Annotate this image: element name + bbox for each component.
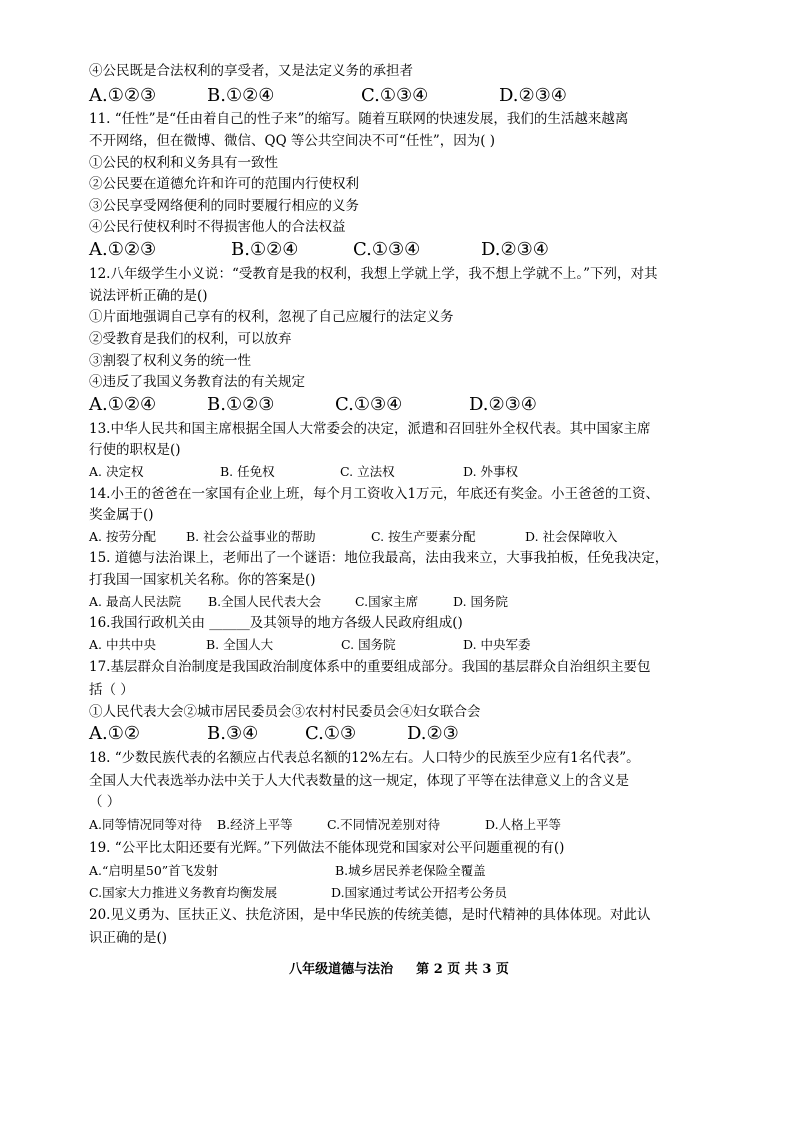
q11-option-b: B.①②④ bbox=[231, 239, 299, 260]
q14-option-d: D. 社会保障收入 bbox=[525, 529, 618, 544]
q16-option-a: A. 中共中央 bbox=[89, 637, 156, 652]
q16-option-d: D. 中央军委 bbox=[463, 637, 531, 652]
q13-stem-line2: 行使的职权是() bbox=[89, 442, 181, 458]
q14-option-c: C. 按生产要素分配 bbox=[371, 529, 476, 544]
q18-option-c: C.不同情况差别对待 bbox=[327, 817, 441, 832]
q17-option-a: A.①② bbox=[89, 723, 140, 744]
q12-stem-line2: 说法评析正确的是() bbox=[89, 288, 208, 304]
q11-option-d: D.②③④ bbox=[481, 239, 549, 260]
q10-item-4: ④公民既是合法权利的享受者，又是法定义务的承担者 bbox=[89, 63, 413, 79]
q13-stem-line1: 13.中华人民共和国主席根据全国人大常委会的决定，派遣和召回驻外全权代表。其中国家主席 bbox=[89, 421, 651, 437]
q18-option-d: D.人格上平等 bbox=[485, 817, 562, 832]
q17-option-c: C.①③ bbox=[305, 723, 357, 744]
q18-stem-line3: （ ） bbox=[89, 794, 121, 810]
q17-items: ①人民代表大会②城市居民委员会③农村村民委员会④妇女联合会 bbox=[89, 704, 481, 720]
q13-option-d: D. 外事权 bbox=[463, 464, 519, 479]
q11-option-a: A.①②③ bbox=[89, 239, 157, 260]
q11-item-3: ③公民享受网络便利的同时要履行相应的义务 bbox=[89, 198, 359, 214]
q15-stem-line1: 15. 道德与法治课上，老师出了一个谜语：地位我最高，法由我来立，大事我拍板，任免我决定， bbox=[89, 550, 669, 566]
q13-option-c: C. 立法权 bbox=[340, 464, 395, 479]
page-footer bbox=[89, 961, 709, 979]
q13-option-b: B. 任免权 bbox=[220, 464, 275, 479]
q12-item-1: ①片面地强调自己享有的权利，忽视了自己应履行的法定义务 bbox=[89, 309, 454, 325]
q14-stem-line2: 奖金属于() bbox=[89, 507, 154, 523]
q17-stem-line1: 17.基层群众自治制度是我国政治制度体系中的重要组成部分。我国的基层群众自治组织主要包 bbox=[89, 659, 651, 675]
q10-option-c: C.①③④ bbox=[361, 85, 429, 106]
q18-stem-line2: 全国人大代表选举办法中关于人大代表数量的这一规定，体现了平等在法律意义上的含义是 bbox=[89, 773, 629, 789]
q10-option-d: D.②③④ bbox=[499, 85, 567, 106]
q19-option-d: D.国家通过考试公开招考公务员 bbox=[331, 885, 508, 900]
q18-stem-line1: 18. “少数民族代表的名额应占代表总名额的12%左右。人口特少的民族至少应有1名代表”。 bbox=[89, 750, 640, 766]
q11-option-c: C.①③④ bbox=[353, 239, 421, 260]
q20-stem-line1: 20.见义勇为、匡扶正义、扶危济困，是中华民族的传统美德，是时代精神的具体体现。对此认 bbox=[89, 907, 651, 923]
q18-option-a: A.同等情况同等对待 bbox=[89, 817, 203, 832]
q15-option-c: C.国家主席 bbox=[355, 594, 419, 609]
q10-option-a: A.①②③ bbox=[89, 85, 157, 106]
q14-option-b: B. 社会公益事业的帮助 bbox=[186, 529, 316, 544]
q15-option-a: A. 最高人民法院 bbox=[89, 594, 181, 609]
q16-option-b: B. 全国人大 bbox=[206, 637, 274, 652]
q14-option-a: A. 按劳分配 bbox=[89, 529, 156, 544]
q12-stem-line1: 12.八年级学生小义说：“受教育是我的权利，我想上学就上学，我不想上学就不上。”下列，对其 bbox=[89, 266, 658, 282]
q12-option-a: A.①②④ bbox=[89, 394, 157, 415]
q11-stem-line2: 不开网络，但在微博、微信、QQ 等公共空间决不可“任性”，因为( ) bbox=[89, 133, 496, 149]
q15-option-b: B.全国人民代表大会 bbox=[208, 594, 322, 609]
q18-option-b: B.经济上平等 bbox=[217, 817, 293, 832]
q12-option-d: D.②③④ bbox=[469, 394, 537, 415]
footer-subject: 八年级道德与法治 bbox=[289, 962, 394, 977]
q19-option-b: B.城乡居民养老保险全覆盖 bbox=[335, 863, 486, 878]
q19-option-a: A.“启明星50”首飞发射 bbox=[89, 863, 219, 878]
q16-option-c: C. 国务院 bbox=[341, 637, 396, 652]
q16-stem-line1: 16.我国行政机关由 ______及其领导的地方各级人民政府组成() bbox=[89, 615, 463, 631]
q12-item-4: ④违反了我国义务教育法的有关规定 bbox=[89, 374, 305, 390]
q19-option-c: C.国家大力推进义务教育均衡发展 bbox=[89, 885, 278, 900]
q19-stem-line1: 19. “公平比太阳还要有光辉。”下列做法不能体现党和国家对公平问题重视的有() bbox=[89, 840, 565, 856]
q12-option-c: C.①③④ bbox=[335, 394, 403, 415]
q12-item-2: ②受教育是我们的权利，可以放弃 bbox=[89, 331, 292, 347]
q11-item-1: ①公民的权利和义务具有一致性 bbox=[89, 155, 278, 171]
q17-option-d: D.②③ bbox=[407, 723, 459, 744]
q17-stem-line2: 括（ ） bbox=[89, 682, 134, 698]
q11-item-2: ②公民要在道德允许和许可的范围内行使权利 bbox=[89, 176, 359, 192]
q14-stem-line1: 14.小王的爸爸在一家国有企业上班，每个月工资收入1万元，年底还有奖金。小王爸爸的工资、 bbox=[89, 486, 660, 502]
footer-page-number: 第 2 页 共 3 页 bbox=[416, 962, 509, 977]
q15-option-d: D. 国务院 bbox=[453, 594, 509, 609]
q11-stem-line1: 11. “任性”是“任由着自己的性子来”的缩写。随着互联网的快速发展，我们的生活越来越离 bbox=[89, 111, 629, 127]
q17-option-b: B.③④ bbox=[207, 723, 259, 744]
q15-stem-line2: 打我国一国家机关名称。你的答案是() bbox=[89, 572, 316, 588]
q20-stem-line2: 识正确的是() bbox=[89, 930, 168, 946]
q12-item-3: ③割裂了权利义务的统一性 bbox=[89, 353, 251, 369]
q11-item-4: ④公民行使权利时不得损害他人的合法权益 bbox=[89, 219, 346, 235]
q10-option-b: B.①②④ bbox=[207, 85, 275, 106]
q12-option-b: B.①②③ bbox=[207, 394, 275, 415]
q13-option-a: A. 决定权 bbox=[89, 464, 144, 479]
